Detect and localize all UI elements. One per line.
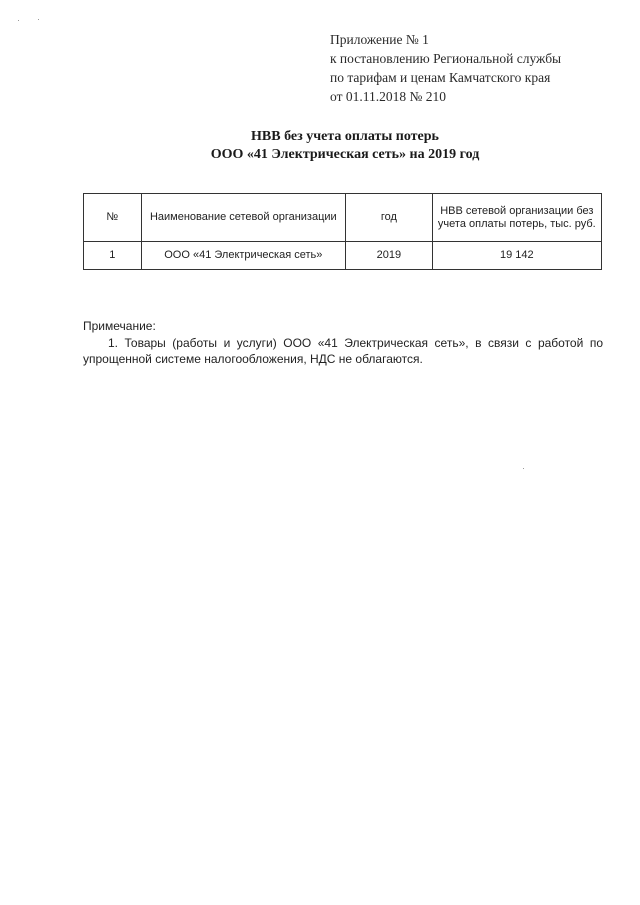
- table-row: [84, 242, 602, 270]
- scan-speck: [18, 20, 19, 21]
- cell-nvv-value: 19 142: [432, 242, 601, 270]
- cell-number: 1: [84, 242, 142, 270]
- document-title: [0, 128, 640, 164]
- note-section: [83, 318, 603, 367]
- note-label: Примечание:: [83, 319, 156, 333]
- title-line-2: ООО «41 Электрическая сеть» на 2019 год: [210, 147, 480, 162]
- header-organization: Наименование сетевой организации: [141, 194, 346, 242]
- header-year: год: [346, 194, 433, 242]
- nvv-table: [83, 193, 602, 270]
- appendix-line: от 01.11.2018 № 210: [330, 89, 446, 104]
- appendix-line: Приложение № 1: [330, 32, 429, 47]
- title-line-1: НВВ без учета оплаты потерь: [251, 129, 439, 144]
- scan-speck: [38, 19, 39, 20]
- header-number: №: [84, 194, 142, 242]
- appendix-line: к постановлению Региональной службы: [330, 51, 562, 66]
- cell-organization: ООО «41 Электрическая сеть»: [141, 242, 346, 270]
- header-nvv: НВВ сетевой организации без учета оплаты потерь, тыс. руб.: [432, 194, 601, 242]
- cell-year: 2019: [346, 242, 433, 270]
- table-header-row: [84, 194, 602, 242]
- note-item: 1. Товары (работы и услуги) ООО «41 Электрическая сеть», в связи с работой по упрощенной системе налогообложения, НДС не облагаются.: [83, 336, 603, 366]
- scan-speck: [523, 468, 524, 469]
- appendix-header: [330, 30, 620, 106]
- appendix-line: по тарифам и ценам Камчатского края: [330, 70, 551, 85]
